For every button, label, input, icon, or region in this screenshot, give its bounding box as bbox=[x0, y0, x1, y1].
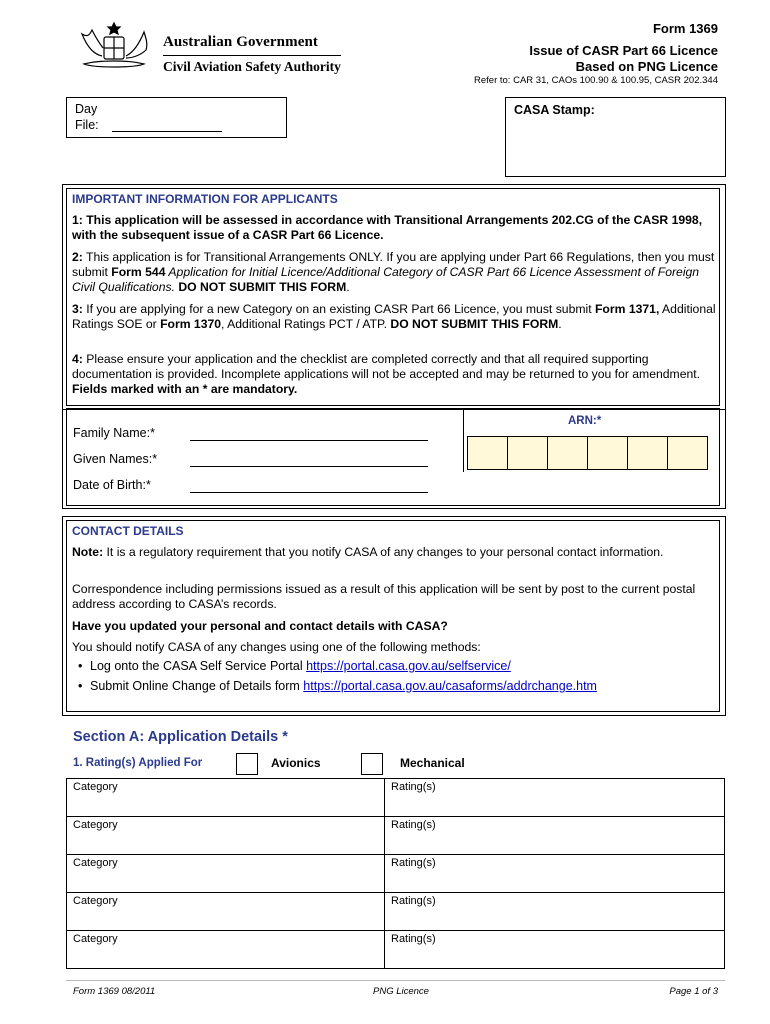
given-names-label: Given Names:* bbox=[73, 452, 158, 466]
ratings-field[interactable]: Rating(s) bbox=[385, 931, 725, 969]
arn-input-cells bbox=[467, 436, 707, 470]
arn-digit-field[interactable] bbox=[667, 436, 708, 470]
change-details-link[interactable]: https://portal.casa.gov.au/casaforms/addrchange.htm bbox=[303, 679, 597, 693]
footer-divider bbox=[66, 980, 725, 981]
casa-stamp-label: CASA Stamp: bbox=[514, 103, 595, 117]
footer-title: PNG Licence bbox=[373, 986, 429, 997]
government-name: Australian Government bbox=[163, 34, 319, 50]
info-point-1: 1: This application will be assessed in accordance with Transitional Arrangements 202.CG of the CASR 1998, with the subsequent issue of a CASR Part 66 Licence. bbox=[72, 213, 703, 242]
form-title-line2: Based on PNG Licence bbox=[575, 59, 718, 74]
category-field[interactable]: Category bbox=[67, 893, 385, 931]
ratings-field[interactable]: Rating(s) bbox=[385, 855, 725, 893]
self-service-link[interactable]: https://portal.casa.gov.au/selfservice/ bbox=[306, 659, 511, 673]
notify-methods-text: You should notify CASA of any changes using one of the following methods: bbox=[72, 640, 481, 654]
mechanical-label: Mechanical bbox=[400, 756, 465, 770]
category-field[interactable]: Category bbox=[67, 931, 385, 969]
category-field[interactable]: Category bbox=[67, 779, 385, 817]
table-row bbox=[67, 817, 725, 855]
ratings-field[interactable]: Rating(s) bbox=[385, 817, 725, 855]
update-question: Have you updated your personal and contact details with CASA? bbox=[72, 619, 448, 633]
table-row bbox=[67, 855, 725, 893]
date-of-birth-field[interactable] bbox=[190, 492, 428, 493]
page-number: Page 1 of 3 bbox=[669, 986, 718, 997]
arn-label: ARN:* bbox=[568, 415, 602, 427]
table-row bbox=[67, 931, 725, 969]
date-of-birth-label: Date of Birth:* bbox=[73, 478, 151, 492]
form-number: Form 1369 bbox=[652, 21, 718, 36]
info-point-3: 3: If you are applying for a new Category on an existing CASR Part 66 Licence, you must submit Form 1371, Additional Ratings SOE or Form 1370, Additional Ratings PCT / ATP. DO NOT SUBMIT THIS FORM. bbox=[72, 302, 716, 331]
coat-of-arms-icon bbox=[74, 20, 154, 76]
change-details-bullet: • Submit Online Change of Details form https://portal.casa.gov.au/casaforms/addrchange.htm bbox=[90, 679, 597, 693]
section-a-title: Section A: Application Details * bbox=[73, 729, 288, 745]
category-field[interactable]: Category bbox=[67, 817, 385, 855]
footer-form-id: Form 1369 08/2011 bbox=[73, 986, 156, 997]
contact-details-heading: CONTACT DETAILS bbox=[72, 524, 184, 538]
correspondence-text: Correspondence including permissions issued as a result of this application will be sent by post to the current postal address according to CASA’s records. bbox=[72, 582, 696, 611]
arn-digit-field[interactable] bbox=[627, 436, 668, 470]
family-name-label: Family Name:* bbox=[73, 426, 155, 440]
ratings-applied-label: 1. Rating(s) Applied For bbox=[73, 757, 203, 769]
contact-note: Note: It is a regulatory requirement that you notify CASA of any changes to your personal contact information. bbox=[72, 545, 664, 559]
info-point-4: 4: Please ensure your application and the checklist are completed correctly and that all required supporting documentation is provided. Incomplete applications will not be accepted and may be returned to you for amendment. Fields marked with an * are mandatory. bbox=[72, 352, 701, 396]
file-label: File: bbox=[75, 118, 99, 132]
arn-digit-field[interactable] bbox=[467, 436, 508, 470]
self-service-bullet: • Log onto the CASA Self Service Portal https://portal.casa.gov.au/selfservice/ bbox=[90, 659, 511, 673]
given-names-field[interactable] bbox=[190, 466, 428, 467]
avionics-checkbox[interactable] bbox=[236, 753, 258, 775]
agency-name: Civil Aviation Safety Authority bbox=[163, 59, 341, 74]
file-number-field[interactable] bbox=[112, 131, 222, 132]
avionics-label: Avionics bbox=[271, 756, 321, 770]
ratings-table bbox=[66, 778, 725, 969]
arn-digit-field[interactable] bbox=[547, 436, 588, 470]
day-file-box bbox=[66, 97, 287, 138]
form-title-line1: Issue of CASR Part 66 Licence bbox=[529, 43, 718, 58]
family-name-field[interactable] bbox=[190, 440, 428, 441]
day-label: Day bbox=[75, 102, 98, 116]
arn-digit-field[interactable] bbox=[587, 436, 628, 470]
ratings-field[interactable]: Rating(s) bbox=[385, 779, 725, 817]
header-divider bbox=[163, 55, 341, 56]
casa-stamp-box bbox=[505, 97, 726, 177]
category-field[interactable]: Category bbox=[67, 855, 385, 893]
important-info-heading: IMPORTANT INFORMATION FOR APPLICANTS bbox=[72, 192, 338, 206]
ratings-field[interactable]: Rating(s) bbox=[385, 893, 725, 931]
info-point-2: 2: This application is for Transitional Arrangements ONLY. If you are applying under Part 66 Regulations, then you must submit Form 544 Application for Initial Licence/Additional Category of CASR Part 66 Licence Assessment of Foreign Civil Qualifications. DO NOT SUBMIT THIS FORM. bbox=[72, 250, 715, 294]
reference-text: Refer to: CAR 31, CAOs 100.90 & 100.95, CASR 202.344 bbox=[474, 75, 718, 86]
mechanical-checkbox[interactable] bbox=[361, 753, 383, 775]
table-row bbox=[67, 779, 725, 817]
table-row bbox=[67, 893, 725, 931]
arn-digit-field[interactable] bbox=[507, 436, 548, 470]
